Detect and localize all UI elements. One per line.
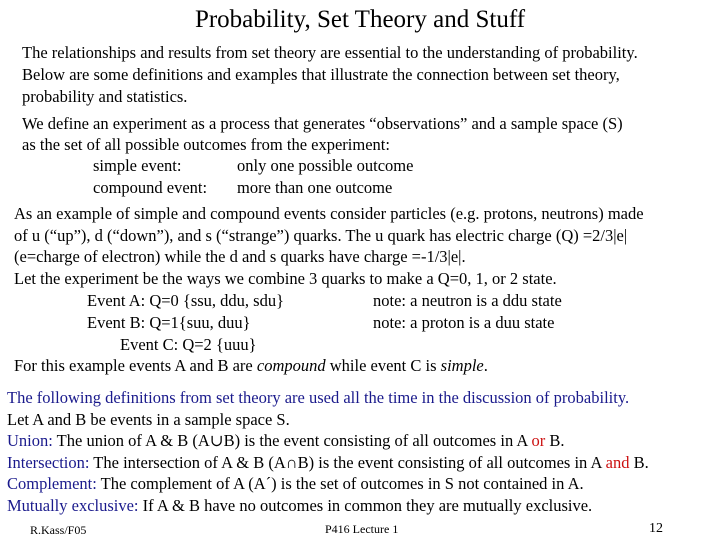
compound-emphasis: compound [256,356,326,375]
exclusive-text: If A & B have no outcomes in common they are mutually exclusive. [138,496,593,515]
intersection-term: Intersection: [7,453,90,472]
union-definition [7,430,565,451]
event-a-note: note: a neutron is a ddu state [373,291,562,310]
exclusive-definition [7,495,592,516]
intersection-text-2: B. [629,453,649,472]
intersection-definition [7,452,649,473]
page-number: 12 [649,521,663,536]
intersection-and: and [605,453,630,472]
event-c: Event C: Q=2 {uuu} [120,335,257,354]
event-a: Event A: Q=0 {ssu, ddu, sdu} [87,291,285,310]
complement-definition [7,473,584,494]
compound-event-definition: more than one outcome [237,178,393,197]
example-line-3: (e=charge of electron) while the d and s quarks have charge =-1/3|e|. [14,247,466,266]
simple-event-label: simple event: [93,156,182,175]
example-line-4: Let the experiment be the ways we combine 3 quarks to make a Q=0, 1, or 2 state. [14,269,557,288]
complement-term: Complement: [7,474,97,493]
event-b: Event B: Q=1{suu, duu} [87,313,251,332]
event-b-note: note: a proton is a duu state [373,313,555,332]
footer-lecture: P416 Lecture 1 [325,522,399,536]
conclusion-text-3: . [483,356,488,375]
exclusive-term: Mutually exclusive: [7,496,139,515]
footer-author: R.Kass/F05 [30,523,87,537]
conclusion-line [14,355,488,376]
simple-event-definition: only one possible outcome [237,156,414,175]
example-line-1: As an example of simple and compound events consider particles (e.g. protons, neutrons) made [14,204,644,223]
union-text-1: The union of A & B (A∪B) is the event consisting of all outcomes in A [52,431,532,450]
example-line-2: of u (“up”), d (“down”), and s (“strange”) quarks. The u quark has electric charge (Q) =2/3|e| [14,226,628,245]
intro-line-3: probability and statistics. [22,87,188,106]
simple-emphasis: simple [440,356,484,375]
intersection-text-1: The intersection of A & B (A∩B) is the event consisting of all outcomes in A [89,453,606,472]
definitions-let: Let A and B be events in a sample space S. [7,410,290,429]
conclusion-text-1: For this example events A and B are [14,356,257,375]
slide-title: Probability, Set Theory and Stuff [194,6,526,33]
compound-event-label: compound event: [93,178,208,197]
intro-line-2: Below are some definitions and examples that illustrate the connection between set theory, [22,65,620,84]
union-or: or [531,431,546,450]
experiment-line-1: We define an experiment as a process that generates “observations” and a sample space (S) [22,114,623,133]
union-term: Union: [7,431,53,450]
conclusion-text-2: while event C is [325,356,441,375]
union-text-2: B. [545,431,565,450]
experiment-line-2: as the set of all possible outcomes from the experiment: [22,135,390,154]
intro-line-1: The relationships and results from set theory are essential to the understanding of probability. [22,43,638,62]
complement-text: The complement of A (A´) is the set of outcomes in S not contained in A. [96,474,584,493]
definitions-intro: The following definitions from set theory are used all the time in the discussion of probability. [7,388,630,407]
